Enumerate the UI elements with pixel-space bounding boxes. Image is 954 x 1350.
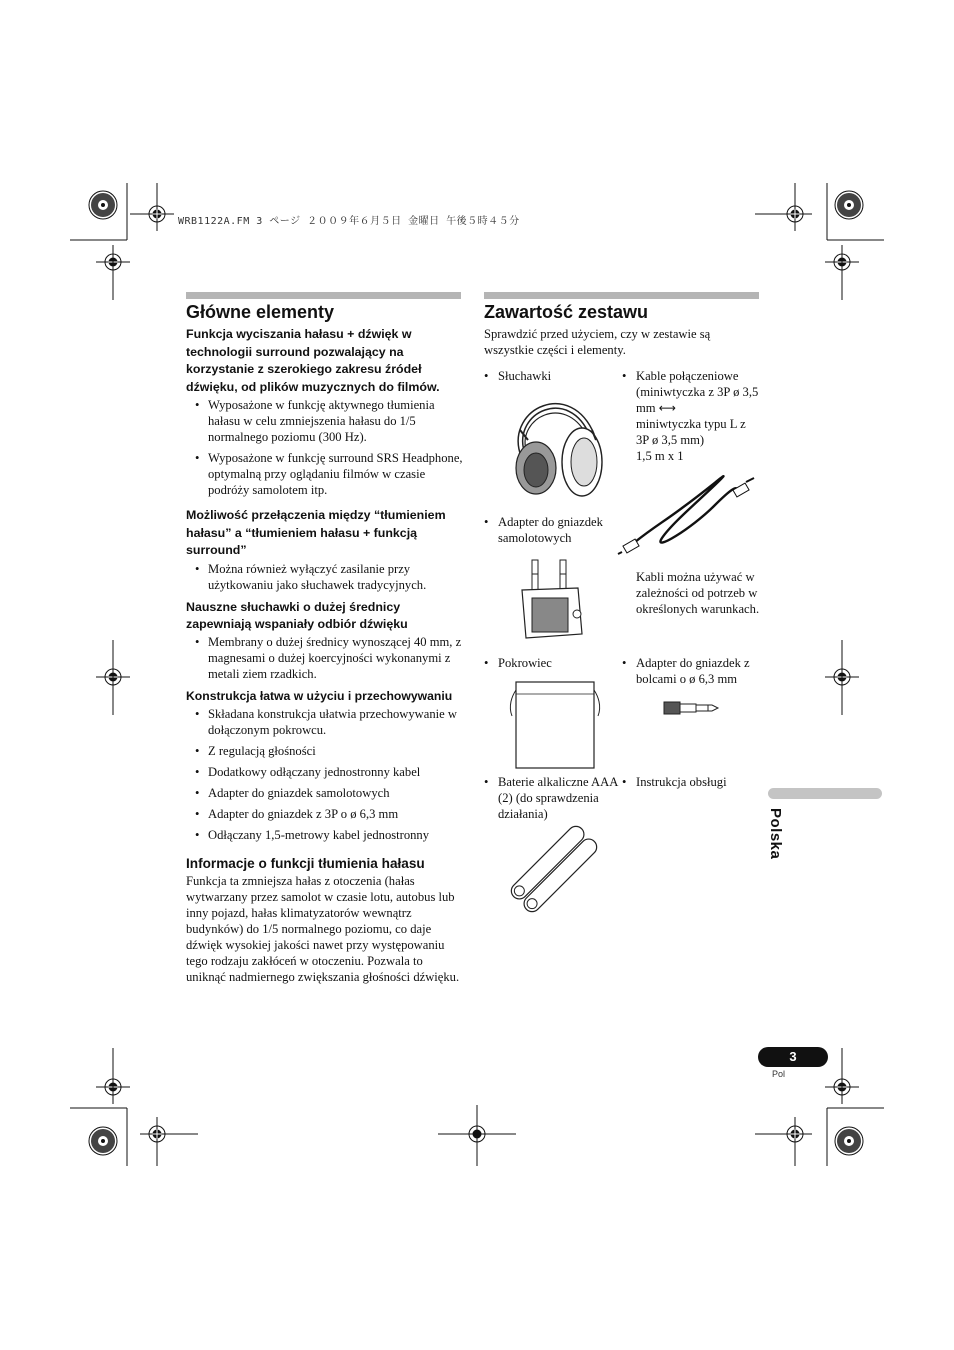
section-rule-left — [186, 292, 461, 299]
item-label: Pokrowiec — [498, 656, 552, 670]
item-pouch: • Pokrowiec — [484, 655, 604, 671]
page-language: Pol — [772, 1069, 786, 1079]
list-item: • Adapter do gniazdek z 3P o ø 6,3 mm — [186, 806, 466, 822]
batteries-icon — [506, 834, 602, 904]
feature-list-switch — [186, 561, 466, 593]
plug-adapter-icon — [664, 700, 720, 716]
feature-list-earcups — [186, 634, 466, 682]
cable-icon — [622, 468, 758, 554]
item-label: Adapter do gniazdek z bolcami o ø 6,3 mm — [636, 656, 750, 686]
language-tab-label: Polska — [767, 808, 784, 860]
page-number: 3 — [758, 1047, 828, 1067]
registration-mark-icon — [89, 191, 117, 219]
item-plug-adapter: • Adapter do gniazdek z bolcami o ø 6,3 mm — [622, 655, 760, 687]
item-label: miniwtyczka typu L z 3P ø 3,5 mm) — [636, 417, 746, 447]
item-batteries: • Baterie alkaliczne AAA (2) (do sprawdzenia działania) — [484, 774, 624, 822]
feature-heading-switch: Możliwość przełączenia między “tłumieniem hałasu” a “tłumieniem hałasu + funkcją surround” — [186, 508, 446, 557]
list-item: • Z regulacją głośności — [186, 743, 466, 759]
item-label: Baterie alkaliczne AAA (2) (do sprawdzenia działania) — [498, 775, 618, 821]
list-item: • Dodatkowy odłączany jednostronny kabel — [186, 764, 466, 780]
left-column — [186, 302, 466, 985]
feature-heading-nc-surround: Funkcja wyciszania hałasu + dźwięk w technologii surround pozwalający na korzystanie z szerokiego zakresu źródeł dźwięku, od plików muzycznych do filmów. — [186, 327, 440, 394]
registration-mark-icon — [835, 1127, 863, 1155]
package-intro: Sprawdzić przed użyciem, czy w zestawie są wszystkie części i elementy. — [484, 327, 711, 357]
item-label: 1,5 m x 1 — [636, 449, 684, 463]
cable-note: Kabli można używać w zależności od potrzeb w określonych warunkach. — [636, 570, 760, 616]
file-info-header: WRB1122A.FM 3 ページ ２００９年６月５日 金曜日 午後５時４５分 — [178, 216, 520, 227]
registration-mark-icon — [89, 1127, 117, 1155]
list-item: • Membrany o dużej średnicy wynoszącej 40 mm, z magnesami o dużej koercyjności wykonanymi z metali ziem rzadkich. — [186, 634, 466, 682]
section-rule-right — [484, 292, 759, 299]
item-label: Instrukcja obsługi — [636, 775, 727, 789]
pouch-icon — [508, 676, 604, 770]
plane-adapter-icon — [518, 556, 586, 642]
list-item: • Można również wyłączyć zasilanie przy użytkowaniu jako słuchawek tradycyjnych. — [186, 561, 466, 593]
feature-heading-easy-use: Konstrukcja łatwa w użyciu i przechowywaniu — [186, 688, 453, 703]
item-label: Kable połączeniowe (miniwtyczka z 3P ø 3,5 mm — [636, 369, 759, 415]
info-text-noise-cancel: Funkcja ta zmniejsza hałas z otoczenia (hałas wytwarzany przez samolot w czasie lotu, autobus lub inny pojazd, hałas klimatyzatorów wewnątrz budynków) do 1/5 normalnego poziomu, co daje dźwięk wysokiej jakości nawet przy występowaniu tego rodzaju zakłóceń w otoczeniu. Pozwala to uniknąć nadmiernego zwiększania głośności dźwięku. — [186, 874, 460, 984]
item-headphones: • Słuchawki — [484, 368, 604, 384]
headphones-icon — [500, 390, 610, 502]
item-cable: • Kable połączeniowe (miniwtyczka z 3P ø 3,5 mm ⟷ miniwtyczka typu L z 3P ø 3,5 mm) 1,5 m x 1 — [622, 369, 759, 463]
list-item: • Wyposażone w funkcję surround SRS Headphone, optymalną przy oglądaniu filmów w czasie podróży samolotem itp. — [186, 450, 466, 498]
list-item: • Odłączany 1,5-metrowy kabel jednostronny — [186, 827, 466, 843]
info-heading-noise-cancel: Informacje o funkcji tłumienia hałasu — [186, 856, 425, 871]
list-item: • Wyposażone w funkcję aktywnego tłumienia hałasu w celu zmniejszenia hałasu do 1/5 normalnego poziomu (300 Hz). — [186, 397, 466, 445]
list-item: • Składana konstrukcja ułatwia przechowywanie w dołączonym pokrowcu. — [186, 706, 466, 738]
item-plane-adapter: • Adapter do gniazdek samolotowych — [484, 514, 619, 546]
language-tab-bar — [768, 788, 882, 799]
feature-heading-earcups: Nauszne słuchawki o dużej średnicy zapewniają wspaniały odbiór dźwięku — [186, 599, 408, 631]
section-title-package-contents: Zawartość zestawu — [484, 302, 649, 322]
item-label: Słuchawki — [498, 369, 552, 383]
double-arrow-icon: ⟷ — [658, 401, 676, 415]
section-title-main-features: Główne elementy — [186, 302, 335, 322]
feature-list-easy-use — [186, 706, 466, 843]
item-label: Adapter do gniazdek samolotowych — [498, 515, 603, 545]
registration-mark-icon — [835, 191, 863, 219]
feature-list-nc — [186, 397, 466, 498]
item-manual: • Instrukcja obsługi — [622, 774, 760, 790]
list-item: • Adapter do gniazdek samolotowych — [186, 785, 466, 801]
